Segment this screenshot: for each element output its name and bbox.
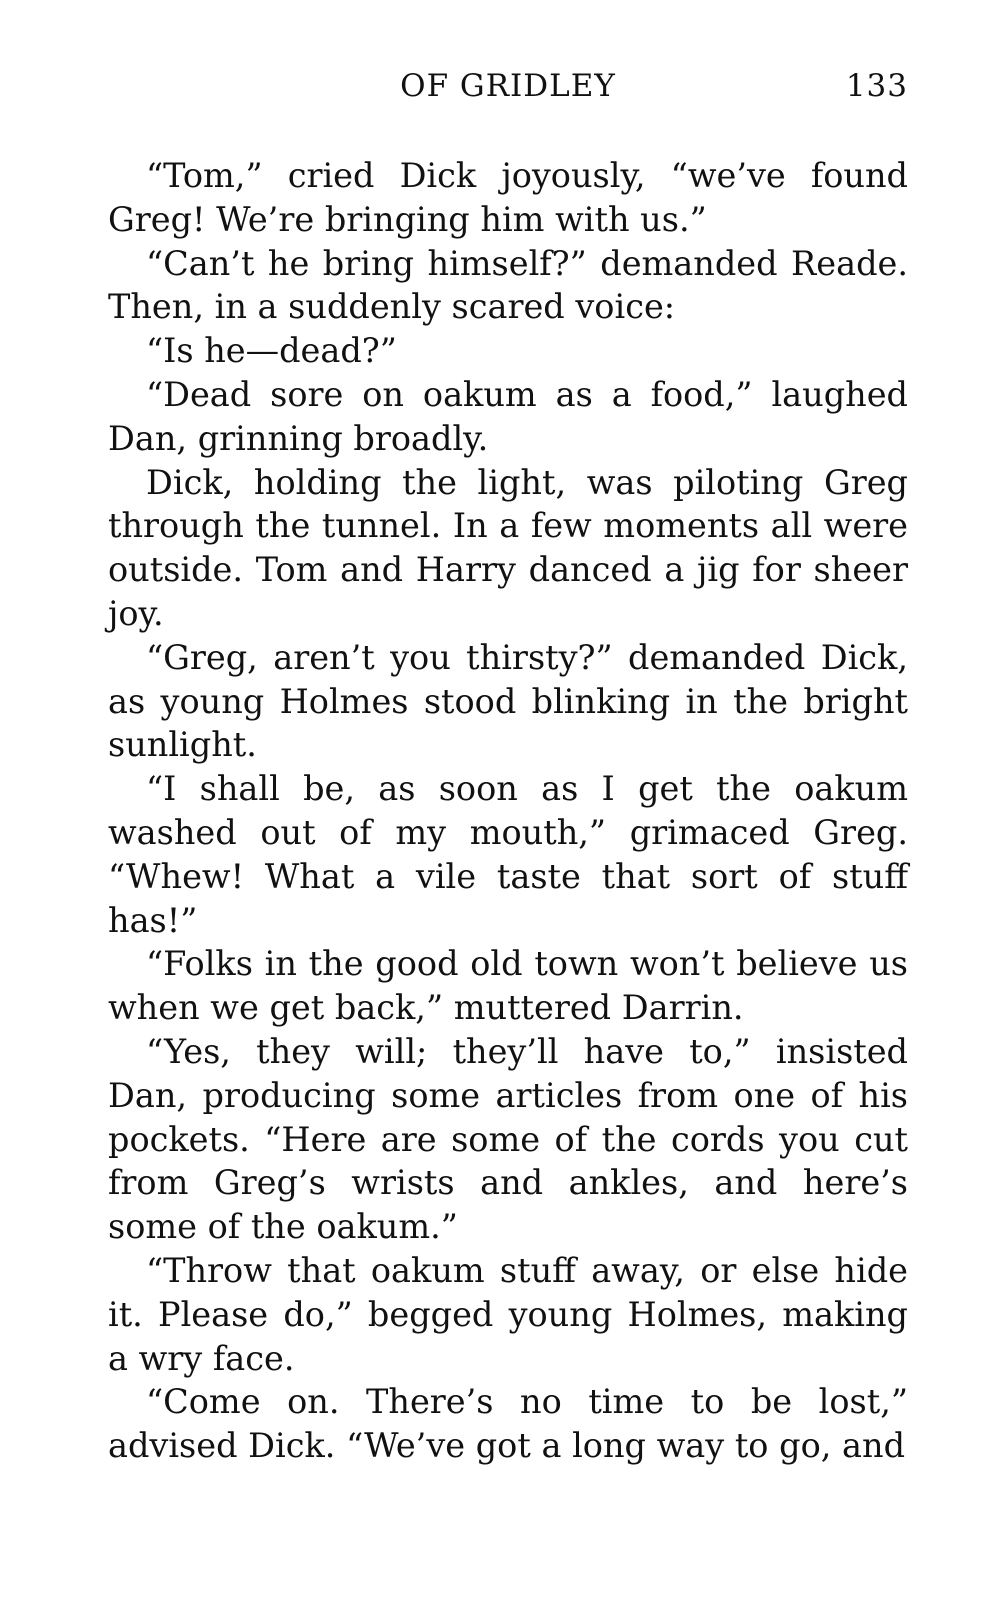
paragraph: Dick, holding the light, was piloting Greg through the tunnel. In a few moments all were outside. Tom and Harry danced a jig for sheer joy. [108, 462, 908, 633]
paragraph: “Is he—dead?” [146, 331, 397, 371]
body-text [108, 154, 908, 1468]
page-header [108, 58, 908, 114]
paragraph: “Tom,” cried Dick joyously, “we’ve found Greg! We’re bringing him with us.” [108, 156, 908, 239]
page-number: 133 [845, 68, 908, 104]
running-head: OF GRIDLEY [400, 68, 616, 104]
paragraph: “Throw that oakum stuff away, or else hide it. Please do,” begged young Holmes, making a wry face. [108, 1250, 908, 1378]
book-page [108, 58, 908, 1558]
paragraph: “Greg, aren’t you thirsty?” demanded Dick, as young Holmes stood blinking in the bright sunlight. [108, 637, 908, 765]
paragraph: “Dead sore on oakum as a food,” laughed Dan, grinning broadly. [108, 374, 908, 458]
paragraph: “I shall be, as soon as I get the oakum washed out of my mouth,” grimaced Greg. “Whew! What a vile taste that sort of stuff has!” [108, 769, 908, 940]
paragraph: “Folks in the good old town won’t believe us when we get back,” muttered Darrin. [108, 944, 908, 1028]
paragraph: “Can’t he bring himself?” demanded Reade. Then, in a suddenly scared voice: [108, 243, 908, 327]
paragraph: “Yes, they will; they’ll have to,” insisted Dan, producing some articles from one of his pockets. “Here are some of the cords you cut from Greg’s wrists and ankles, and here’s some of the oakum.” [108, 1031, 908, 1247]
paragraph: “Come on. There’s no time to be lost,” advised Dick. “We’ve got a long way to go, and [108, 1382, 908, 1466]
